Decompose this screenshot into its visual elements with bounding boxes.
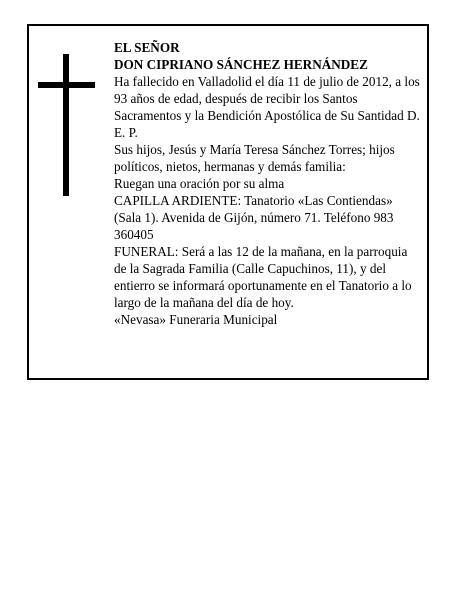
prayer-request: Ruegan una oración por su alma [114,176,285,191]
title-line-1: EL SEÑOR [114,40,180,55]
funeral-info: FUNERAL: Será a las 12 de la mañana, en la parroquia de la Sagrada Familia (Calle Capuchinos, 11), y del entierro se informará oportunamente en el Tanatorio a lo largo de la mañana del día de hoy. [114,244,412,310]
funeral-home: «Nevasa» Funeraria Municipal [114,312,278,327]
chapel-info: CAPILLA ARDIENTE: Tanatorio «Las Contiendas» (Sala 1). Avenida de Gijón, número 71. Teléfono 983 360405 [114,193,394,242]
cross-icon-bar [38,82,95,88]
deceased-name: DON CIPRIANO SÁNCHEZ HERNÁNDEZ [114,57,368,72]
obituary-text [114,39,420,328]
cross-icon [63,54,69,196]
family-mention: Sus hijos, Jesús y María Teresa Sánchez Torres; hijos políticos, nietos, hermanas y demás familia: [114,142,395,174]
death-announcement: Ha fallecido en Valladolid el día 11 de julio de 2012, a los 93 años de edad, después de recibir los Santos Sacramentos y la Bendición Apostólica de Su Santidad D. E. P. [114,74,420,140]
